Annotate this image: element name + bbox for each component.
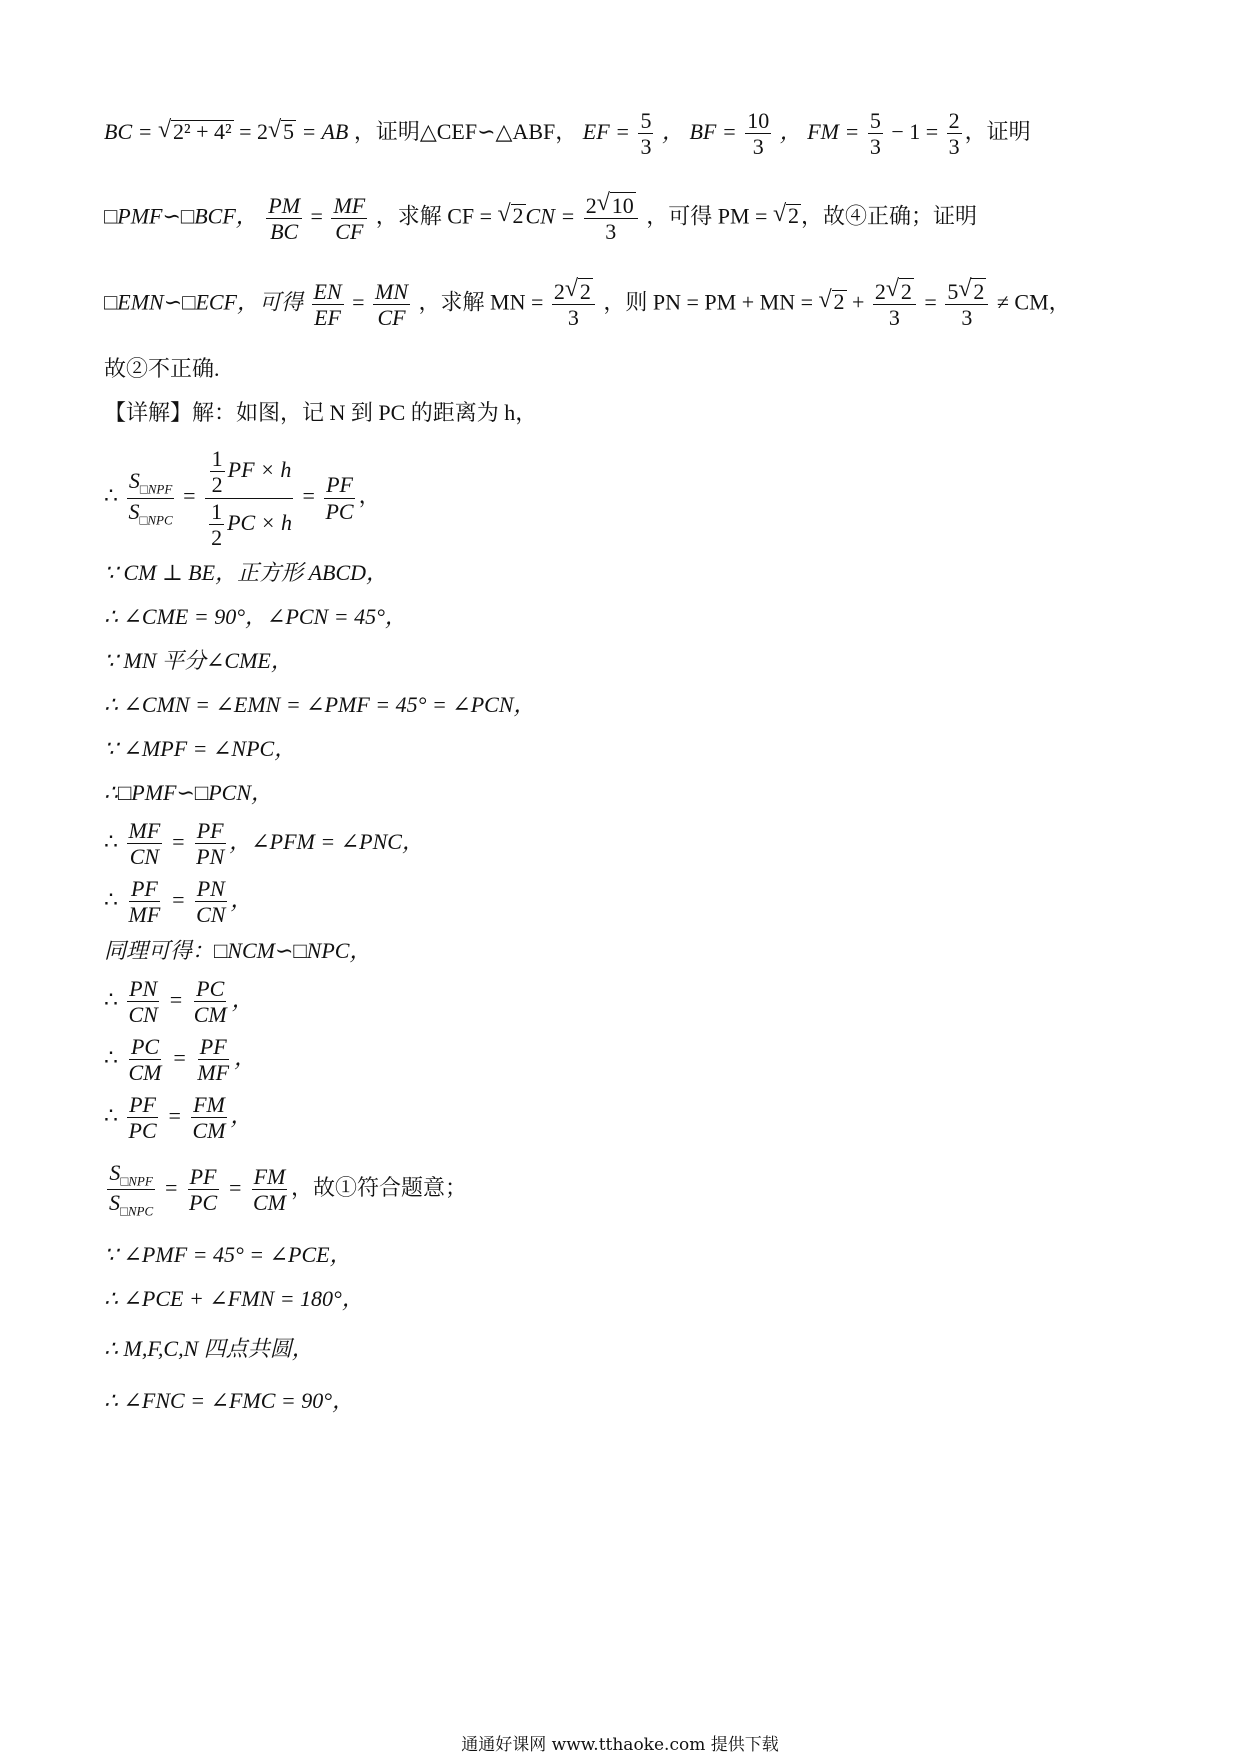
solution-line-10: ∴ ∠CMN = ∠EMN = ∠PMF = 45° = ∠PCN， bbox=[104, 692, 536, 717]
solution-line-2: □PMF∽□BCF， $\frac{PM}{BC}$ = $\frac{MF}{CF}$ ，求解 CF = √ 2CN = $\frac{2√ 10}{3}$ ，可得 PM = √ 2，故④正确；证明 bbox=[104, 192, 977, 245]
detail-heading: 【详解】解：如图，记 N 到 PC 的距离为 h， bbox=[104, 400, 538, 425]
proof-text: ，证明△CEF∽△ABF， bbox=[353, 118, 578, 144]
fraction: $\frac{2√ 2}{3}$ bbox=[873, 278, 916, 331]
fraction: $\frac{5}{3}$ bbox=[869, 108, 881, 160]
solution-line-13: ∴ $\frac{MF}{CN}$ = $\frac{PF}{PN}$ ，∠PFM = ∠PNC， bbox=[104, 818, 424, 870]
footer-watermark: 通通好课网 www.tthaoke.com 提供下载 bbox=[461, 1735, 779, 1755]
area-ratio-line: ∴ $S_{□NPF}$ $S_{□NPC}$ = $\frac{1}{2}$ PF × h $\frac{1}{2}$ PC × h = $\frac{PF}{PC}$ ， bbox=[104, 446, 381, 550]
fraction: $\frac{FM}{CM}$ bbox=[192, 1092, 226, 1144]
fraction: $\frac{PC}{CM}$ bbox=[128, 1034, 162, 1086]
solution-line-11: ∵ ∠MPF = ∠NPC， bbox=[104, 736, 297, 761]
solution-line-23: ∴ ∠FNC = ∠FMC = 90°， bbox=[104, 1388, 355, 1413]
fraction: $S_{□NPF}$ $S_{□NPC}$ bbox=[128, 468, 173, 527]
solution-line-21: ∴ ∠PCE + ∠FMN = 180°， bbox=[104, 1286, 364, 1311]
solution-line-15: 同理可得：□NCM∽□NPC， bbox=[104, 938, 372, 963]
fraction: $\frac{2√ 2}{3}$ bbox=[552, 278, 595, 331]
fraction: $\frac{PM}{BC}$ bbox=[268, 192, 301, 244]
fraction: $\frac{2}{3}$ bbox=[948, 108, 960, 160]
solution-line-1: BC = √ 2² + 4² = 2√ 5 = AB ，证明△CEF∽△ABF， EF = $\frac{5}{3}$ ， BF = $\frac{10}{3}$ ， FM = $\frac{5}{3}$ − 1 = $\frac{2}{3}$ ，证明 bbox=[104, 108, 1031, 160]
solution-line-22: ∴ M,F,C,N 四点共圆， bbox=[104, 1336, 314, 1361]
solution-line-16: ∴ $\frac{PN}{CN}$ = $\frac{PC}{CM}$ ， bbox=[104, 976, 254, 1028]
solution-line-8: ∴ ∠CME = 90°，∠PCN = 45°， bbox=[104, 604, 407, 629]
solution-line-19: $S_{□NPF}$ $S_{□NPC}$ = $\frac{PF}{PC}$ = $\frac{FM}{CM}$ ，故①符合题意； bbox=[109, 1160, 467, 1219]
bc-label: BC = bbox=[104, 118, 158, 144]
fraction: $\frac{5√ 2}{3}$ bbox=[945, 278, 988, 331]
fraction: $\frac{PF}{MF}$ bbox=[128, 876, 161, 928]
fraction: $\frac{MF}{CN}$ bbox=[128, 818, 161, 870]
fraction: $\frac{MF}{CF}$ bbox=[333, 192, 366, 244]
fraction: $S_{□NPF}$ $S_{□NPC}$ bbox=[109, 1160, 154, 1219]
fraction: $\frac{PN}{CN}$ bbox=[128, 976, 158, 1028]
fraction: $\frac{2√ 10}{3}$ bbox=[584, 192, 638, 245]
solution-line-3: □EMN∽□ECF，可得 $\frac{EN}{EF}$ = $\frac{MN}{CF}$ ，求解 MN = $\frac{2√ 2}{3}$ ，则 PN = PM + MN = √ 2 + $\frac{2√ 2}{3}$ = $\frac{5√ 2}{3}$ ≠ CM， bbox=[104, 278, 1071, 331]
solution-line-4: 故②不正确. bbox=[104, 356, 220, 381]
solution-line-7: ∵ CM ⊥ BE，正方形 ABCD， bbox=[104, 560, 389, 585]
solution-line-18: ∴ $\frac{PF}{PC}$ = $\frac{FM}{CM}$ ， bbox=[104, 1092, 253, 1144]
sqrt-expression: √ 2² + 4² bbox=[158, 120, 234, 143]
solution-line-9: ∵ MN 平分∠CME， bbox=[104, 648, 293, 673]
fraction: $\frac{EN}{EF}$ bbox=[313, 278, 342, 330]
solution-line-17: ∴ $\frac{PC}{CM}$ = $\frac{PF}{MF}$ ， bbox=[104, 1034, 257, 1086]
fraction: $\frac{PF}{PC}$ bbox=[189, 1164, 218, 1216]
fraction: $\frac{PF}{PC}$ bbox=[128, 1092, 157, 1144]
solution-line-12: ∴□PMF∽□PCN， bbox=[104, 780, 273, 805]
fraction: $\frac{PC}{CM}$ bbox=[193, 976, 227, 1028]
fraction: $\frac{5}{3}$ bbox=[640, 108, 652, 160]
fraction: $\frac{PF}{PC}$ bbox=[325, 472, 354, 524]
fraction: $\frac{PN}{CN}$ bbox=[196, 876, 226, 928]
fraction: $\frac{FM}{CM}$ bbox=[252, 1164, 286, 1216]
fraction: $\frac{1}{2}$ PF × h $\frac{1}{2}$ PC × h bbox=[204, 446, 294, 550]
fraction: $\frac{PF}{MF}$ bbox=[197, 1034, 230, 1086]
solution-line-20: ∵ ∠PMF = 45° = ∠PCE， bbox=[104, 1242, 352, 1267]
fraction: $\frac{MN}{CF}$ bbox=[375, 278, 409, 330]
fraction: $\frac{PF}{PN}$ bbox=[196, 818, 225, 870]
fraction: $\frac{10}{3}$ bbox=[747, 108, 770, 160]
solution-line-14: ∴ $\frac{PF}{MF}$ = $\frac{PN}{CN}$ ， bbox=[104, 876, 253, 928]
